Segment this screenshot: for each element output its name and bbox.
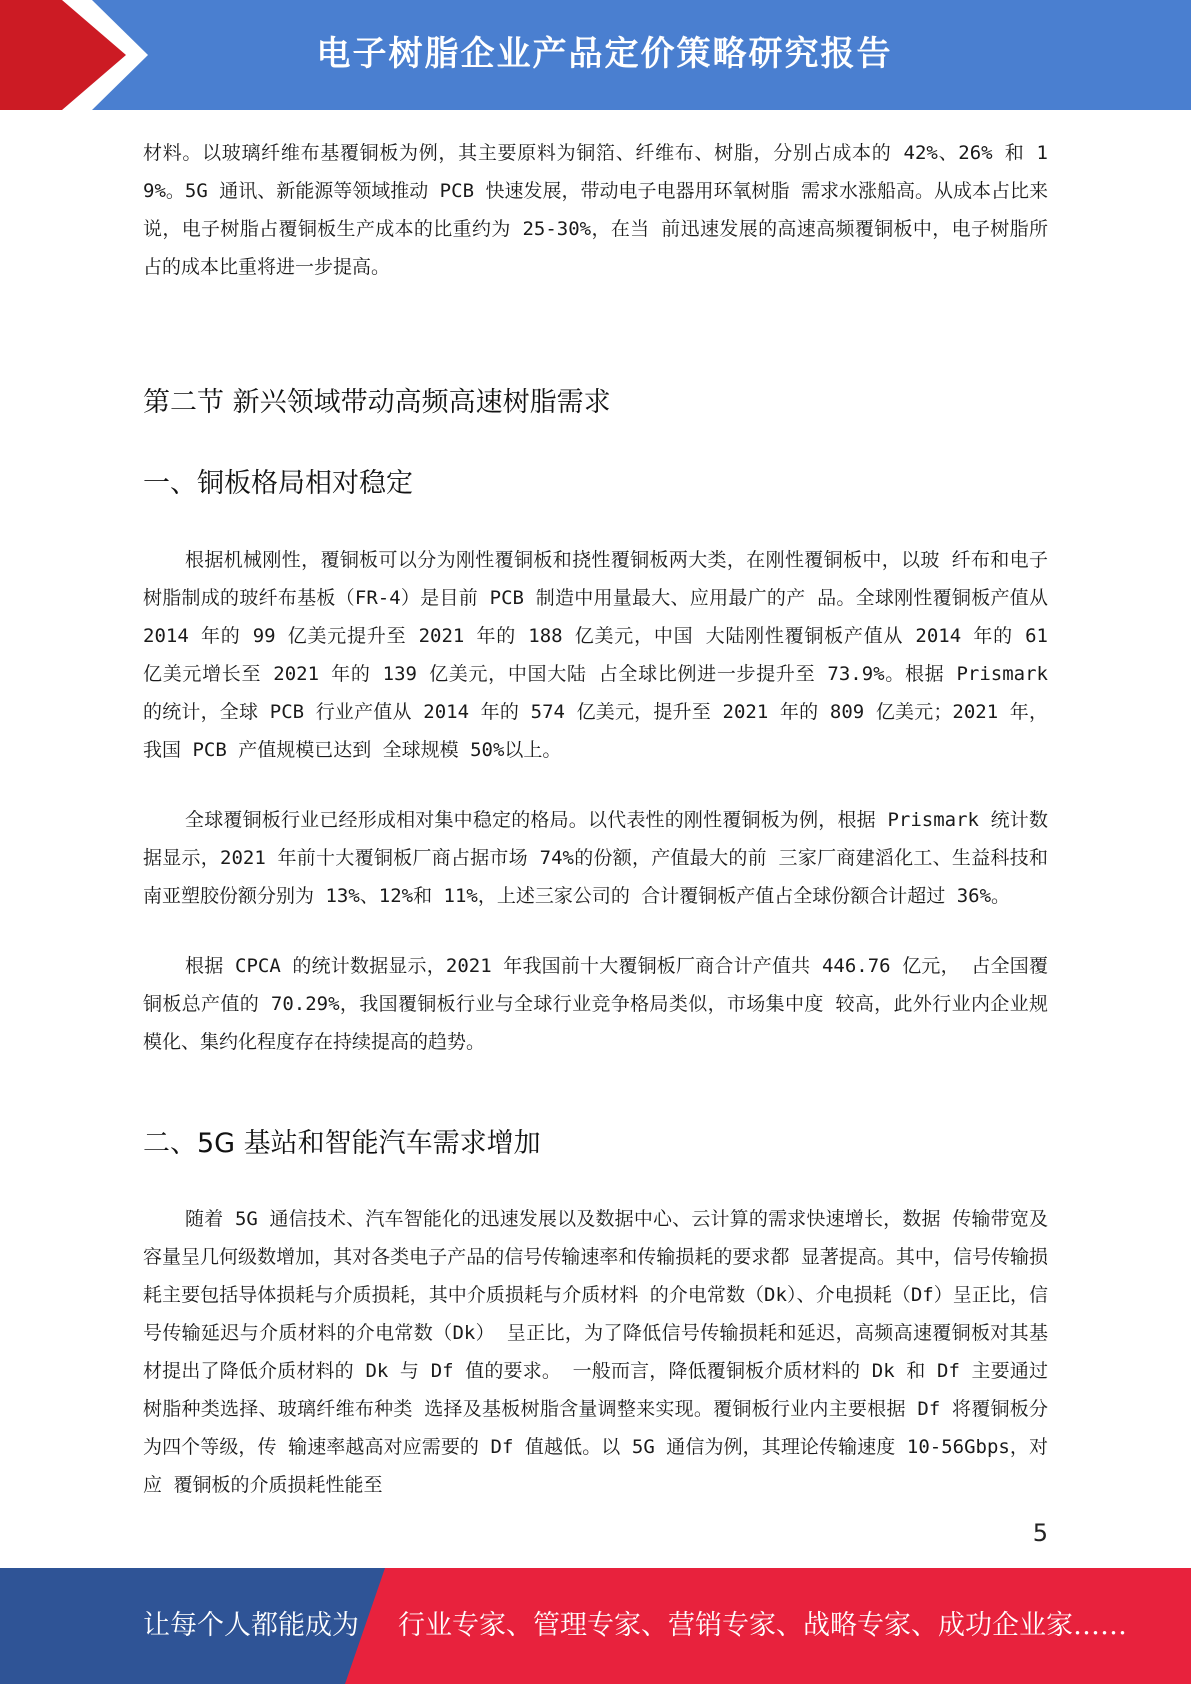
subsection-title-1: 一、铜板格局相对稳定 bbox=[143, 468, 413, 499]
intro-block bbox=[143, 134, 1048, 286]
body-paragraph: 根据 CPCA 的统计数据显示，2021 年我国前十大覆铜板厂商合计产值共 446.76 亿元， 占全国覆铜板总产值的 70.29%，我国覆铜板行业与全球行业竞争格局类似，市场集中度 较高，此外行业内企业规模化、集约化程度存在持续提高的趋势。 bbox=[143, 955, 1048, 1053]
body-paragraph: 全球覆铜板行业已经形成相对集中稳定的格局。以代表性的刚性覆铜板为例，根据 Prismark 统计数据显示，2021 年前十大覆铜板厂商占据市场 74%的份额，产值最大的前 三家厂商建滔化工、生益科技和南亚塑胶份额分别为 13%、12%和 11%，上述三家公司的 合计覆铜板产值占全球份额合计超过 36%。 bbox=[143, 809, 1048, 907]
footer-slogan-right: 行业专家、管理专家、营销专家、战略专家、成功企业家…… bbox=[398, 1610, 1127, 1641]
footer-slogan-left: 让每个人都能成为 bbox=[143, 1610, 359, 1641]
body-paragraph: 随着 5G 通信技术、汽车智能化的迅速发展以及数据中心、云计算的需求快速增长，数据 传输带宽及容量呈几何级数增加，其对各类电子产品的信号传输速率和传输损耗的要求都 显著提高。其中，信号传输损耗主要包括导体损耗与介质损耗，其中介质损耗与介质材料 的介电常数（Dk）、介电损耗（Df）呈正比，信号传输延迟与介质材料的介电常数（Dk） 呈正比，为了降低信号传输损耗和延迟，高频高速覆铜板对其基材提出了降低介质材料的 Dk 与 Df 值的要求。 一般而言，降低覆铜板介质材料的 Dk 和 Df 主要通过树脂种类选择、玻璃纤维布种类 选择及基板树脂含量调整来实现。覆铜板行业内主要根据 Df 将覆铜板分为四个等级，传 输速率越高对应需要的 Df 值越低。以 5G 通信为例，其理论传输速度 10-56Gbps，对应 覆铜板的介质损耗性能至 bbox=[143, 1208, 1048, 1496]
intro-paragraph: 材料。以玻璃纤维布基覆铜板为例，其主要原料为铜箔、纤维布、树脂，分别占成本的 42%、26% 和 19%。5G 通讯、新能源等领域推动 PCB 快速发展，带动电子电器用环氧树脂 需求水涨船高。从成本占比来说，电子树脂占覆铜板生产成本的比重约为 25-30%，在当 前迅速发展的高速高频覆铜板中，电子树脂所占的成本比重将进一步提高。 bbox=[143, 142, 1048, 278]
page-footer-banner bbox=[0, 1568, 1191, 1684]
page-header-banner bbox=[0, 0, 1191, 110]
subsection-1-body bbox=[143, 541, 1048, 1061]
page-number: 5 bbox=[1032, 1519, 1048, 1547]
body-paragraph: 根据机械刚性，覆铜板可以分为刚性覆铜板和挠性覆铜板两大类，在刚性覆铜板中，以玻 纤布和电子树脂制成的玻纤布基板（FR-4）是目前 PCB 制造中用量最大、应用最广的产 品。全球刚性覆铜板产值从 2014 年的 99 亿美元提升至 2021 年的 188 亿美元，中国 大陆刚性覆铜板产值从 2014 年的 61 亿美元增长至 2021 年的 139 亿美元，中国大陆 占全球比例进一步提升至 73.9%。根据 Prismark 的统计，全球 PCB 行业产值从 2014 年的 574 亿美元，提升至 2021 年的 809 亿美元；2021 年，我国 PCB 产值规模已达到 全球规模 50%以上。 bbox=[143, 549, 1048, 761]
report-title: 电子树脂企业产品定价策略研究报告 bbox=[316, 34, 893, 74]
subsection-title-2: 二、5G 基站和智能汽车需求增加 bbox=[143, 1128, 541, 1159]
subsection-2-body bbox=[143, 1200, 1048, 1504]
section-title: 第二节 新兴领域带动高频高速树脂需求 bbox=[143, 387, 611, 418]
